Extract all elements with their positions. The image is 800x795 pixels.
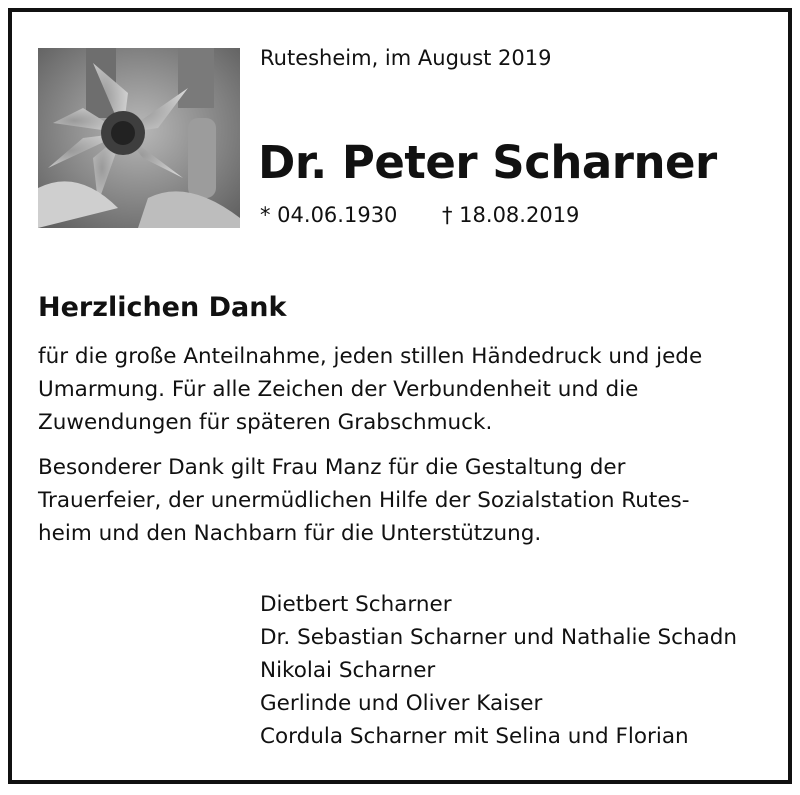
text-line: Trauerfeier, der unermüdlichen Hilfe der Sozialstation Rutes- [38,488,690,513]
place-and-date: Rutesheim, im August 2019 [260,46,552,70]
text-line: heim und den Nachbarn für die Unterstützung. [38,521,542,546]
text-line: Umarmung. Für alle Zeichen der Verbundenheit und die [38,377,639,402]
life-dates [260,203,579,227]
thanks-paragraph-1 [38,340,783,439]
birth-date: * 04.06.1930 [260,203,398,227]
thanks-heading: Herzlichen Dank [38,292,287,323]
deceased-name: Dr. Peter Scharner [258,136,717,189]
signer: Dietbert Scharner [260,592,452,617]
death-date: † 18.08.2019 [442,203,580,227]
signer: Cordula Scharner mit Selina und Florian [260,724,689,749]
signers-list [260,588,737,753]
thanks-paragraph-2 [38,451,783,550]
signer: Nikolai Scharner [260,658,436,683]
text-line: Besonderer Dank gilt Frau Manz für die Gestaltung der [38,455,626,480]
text-line: Zuwendungen für späteren Grabschmuck. [38,410,493,435]
signer: Dr. Sebastian Scharner und Nathalie Schadn [260,625,738,650]
signer: Gerlinde und Oliver Kaiser [260,691,543,716]
text-line: für die große Anteilnahme, jeden stillen Händedruck und jede [38,344,703,369]
star-flower-photo-icon [38,48,240,228]
